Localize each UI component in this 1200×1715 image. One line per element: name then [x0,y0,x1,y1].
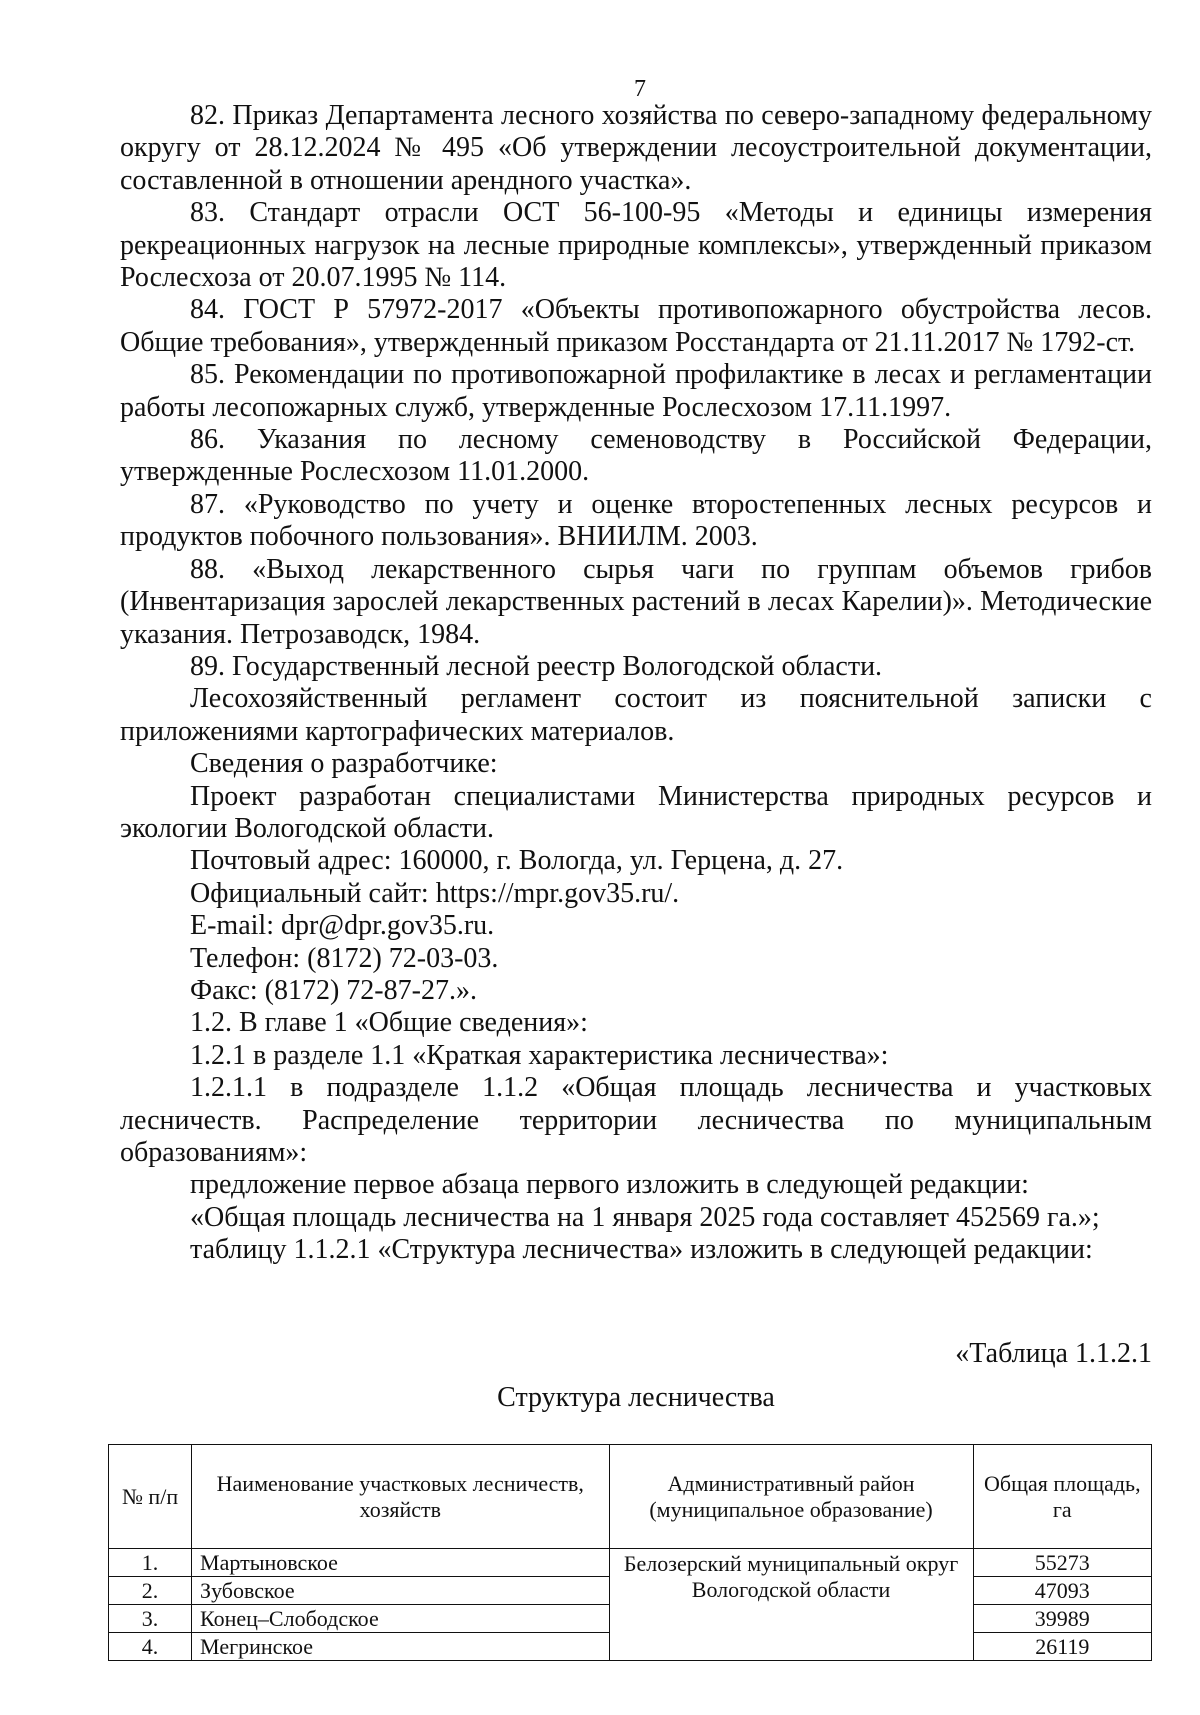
row-area: 55273 [973,1549,1151,1577]
header-area: Общая площадь, га [973,1445,1151,1549]
paragraph-1-2-1: 1.2.1 в разделе 1.1 «Краткая характеристика лесничества»: [190,1039,889,1071]
header-district: Административный район (муниципальное образование) [609,1445,973,1549]
row-number: 1. [109,1549,192,1577]
header-forestry-name: Наименование участковых лесничеств, хозяйств [192,1445,609,1549]
document-body [120,100,1152,1267]
paragraph-88: 88. «Выход лекарственного сырья чаги по группам объемов грибов (Инвентаризация зарослей лекарственных растений в лесах Карелии)». Методические указания. Петрозаводск, 1984. [120,553,1152,650]
row-area: 47093 [973,1577,1151,1605]
paragraph-85: 85. Рекомендации по противопожарной профилактике в лесах и регламентации работы лесопожарных служб, утвержденные Рослесхозом 17.11.1997. [120,359,1152,423]
paragraph-regulation-structure: Лесохозяйственный регламент состоит из пояснительной записки с приложениями картографических материалов. [120,683,1152,747]
paragraph-postal-address: Почтовый адрес: 160000, г. Вологда, ул. Герцена, д. 27. [190,845,844,877]
page-number: 7 [634,76,646,102]
paragraph-1-2: 1.2. В главе 1 «Общие сведения»: [190,1007,588,1039]
table-title: Структура лесничества [497,1382,775,1413]
paragraph-website: Официальный сайт: https://mpr.gov35.ru/. [190,877,680,909]
row-forestry-name: Зубовское [192,1577,609,1605]
paragraph-87: 87. «Руководство по учету и оценке второстепенных лесных ресурсов и продуктов побочного пользования». ВНИИЛМ. 2003. [120,488,1152,553]
paragraph-89: 89. Государственный лесной реестр Вологодской области. [190,650,883,682]
table-header-row [109,1445,1152,1549]
paragraph-developer-heading: Сведения о разработчике: [190,748,498,780]
row-forestry-name: Мартыновское [192,1549,609,1577]
row-area: 39989 [973,1605,1151,1633]
row-number: 4. [109,1633,192,1661]
paragraph-84: 84. ГОСТ Р 57972-2017 «Объекты противопожарного обустройства лесов. Общие требования», утвержденный приказом Росстандарта от 21.11.2017 № 1792-ст. [120,294,1152,358]
table-caption [120,1338,1152,1414]
row-forestry-name: Мегринское [192,1633,609,1661]
table-label: «Таблица 1.1.2.1 [955,1338,1152,1369]
paragraph-table-instruction: таблицу 1.1.2.1 «Структура лесничества» изложить в следующей редакции: [190,1234,1093,1266]
table-row [109,1549,1152,1577]
paragraph-email: E-mail: dpr@dpr.gov35.ru. [190,910,495,942]
paragraph-first-sentence: предложение первое абзаца первого изложить в следующей редакции: [190,1169,1029,1201]
paragraph-total-area: «Общая площадь лесничества на 1 января 2025 года составляет 452569 га.»; [190,1201,1100,1233]
row-number: 3. [109,1605,192,1633]
row-district: Белозерский муниципальный округ Вологодской области [609,1549,973,1661]
forestry-structure-table [108,1444,1152,1661]
paragraph-fax: Факс: (8172) 72-87-27.». [190,974,477,1006]
header-number: № п/п [109,1445,192,1549]
paragraph-developer: Проект разработан специалистами Министерства природных ресурсов и экологии Вологодской области. [120,780,1152,844]
row-area: 26119 [973,1633,1151,1661]
paragraph-phone: Телефон: (8172) 72-03-03. [190,942,499,974]
row-number: 2. [109,1577,192,1605]
paragraph-82: 82. Приказ Департамента лесного хозяйства по северо-западному федеральному округу от 28.12.2024 № 495 «Об утверждении лесоустроительной документации, составленной в отношении арендного участка». [120,100,1152,196]
paragraph-1-2-1-1: 1.2.1.1 в подразделе 1.1.2 «Общая площадь лесничества и участковых лесничеств. Распределение территории лесничества по муниципальным образованиям»: [120,1072,1152,1168]
paragraph-86: 86. Указания по лесному семеноводству в Российской Федерации, утвержденные Рослесхозом 11.01.2000. [120,424,1152,488]
paragraph-83: 83. Стандарт отрасли ОСТ 56-100-95 «Методы и единицы измерения рекреационных нагрузок на лесные природные комплексы», утвержденный приказом Рослесхоза от 20.07.1995 № 114. [120,197,1152,294]
row-forestry-name: Конец–Слободское [192,1605,609,1633]
